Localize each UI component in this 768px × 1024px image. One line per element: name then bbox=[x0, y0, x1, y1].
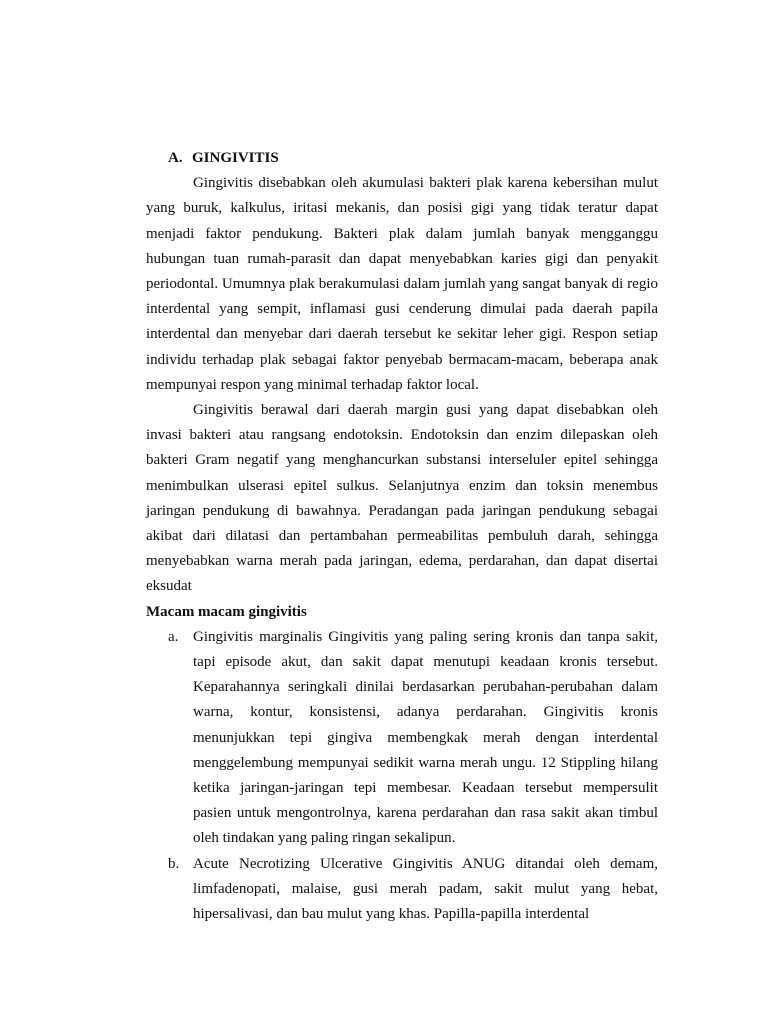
section-number: A. bbox=[168, 150, 183, 166]
list-item-text: Gingivitis marginalis Gingivitis yang paling sering kronis dan tanpa sakit, tapi episode akut, dan sakit dapat menutupi keadaan kronis tersebut. Keparahannya seringkali dinilai berdasarkan perubahan-perubahan dalam warna, kontur, konsistensi, adanya perdarahan. Gingivitis kronis menunjukkan tepi gingiva membengkak merah dengan interdental menggelembung mempunyai sedikit warna merah ungu. 12 Stippling hilang ketika jaringan-jaringan tepi membesar. Keadaan tersebut mempersulit pasien untuk mengontrolnya, karena perdarahan dan rasa sakit akan timbul oleh tindakan yang paling ringan sekalipun. bbox=[193, 628, 658, 847]
subheading-types: Macam macam gingivitis bbox=[146, 603, 307, 620]
list-marker: b. bbox=[168, 855, 180, 872]
gingivitis-types-list bbox=[146, 625, 658, 927]
paragraph-1: Gingivitis disebabkan oleh akumulasi bakteri plak karena kebersihan mulut yang buruk, kalkulus, iritasi mekanis, dan posisi gigi yang tidak teratur dapat menjadi faktor pendukung. Bakteri plak dalam jumlah banyak mengganggu hubungan tuan rumah-parasit dan dapat menyebabkan karies gigi dan penyakit periodontal. Umumnya plak berakumulasi dalam jumlah yang sangat banyak di regio interdental yang sempit, inflamasi gusi cenderung dimulai pada daerah papila interdental dan menyebar dari daerah tersebut ke sekitar leher gigi. Respon setiap individu terhadap plak sebagai faktor penyebab bermacam-macam, beberapa anak mempunyai respon yang minimal terhadap faktor local. bbox=[146, 175, 658, 393]
list-item bbox=[146, 852, 658, 928]
list-item bbox=[146, 625, 658, 852]
section-heading bbox=[168, 146, 658, 171]
section-title: GINGIVITIS bbox=[192, 150, 279, 166]
list-marker: a. bbox=[168, 628, 179, 645]
list-item-text: Acute Necrotizing Ulcerative Gingivitis ANUG ditandai oleh demam, limfadenopati, malaise, gusi merah padam, sakit mulut yang hebat, hipersalivasi, dan bau mulut yang khas. Papilla-papilla interdental bbox=[193, 855, 658, 923]
document-page bbox=[146, 146, 658, 927]
paragraph-2: Gingivitis berawal dari daerah margin gusi yang dapat disebabkan oleh invasi bakteri atau rangsang endotoksin. Endotoksin dan enzim dilepaskan oleh bakteri Gram negatif yang menghancurkan substansi interseluler epitel sehingga menimbulkan ulserasi epitel sulkus. Selanjutnya enzim dan toksin menembus jaringan pendukung di bawahnya. Peradangan pada jaringan pendukung sebagai akibat dari dilatasi dan pertambahan permeabilitas pembuluh darah, sehingga menyebabkan warna merah pada jaringan, edema, perdarahan, dan dapat disertai eksudat bbox=[146, 402, 658, 595]
